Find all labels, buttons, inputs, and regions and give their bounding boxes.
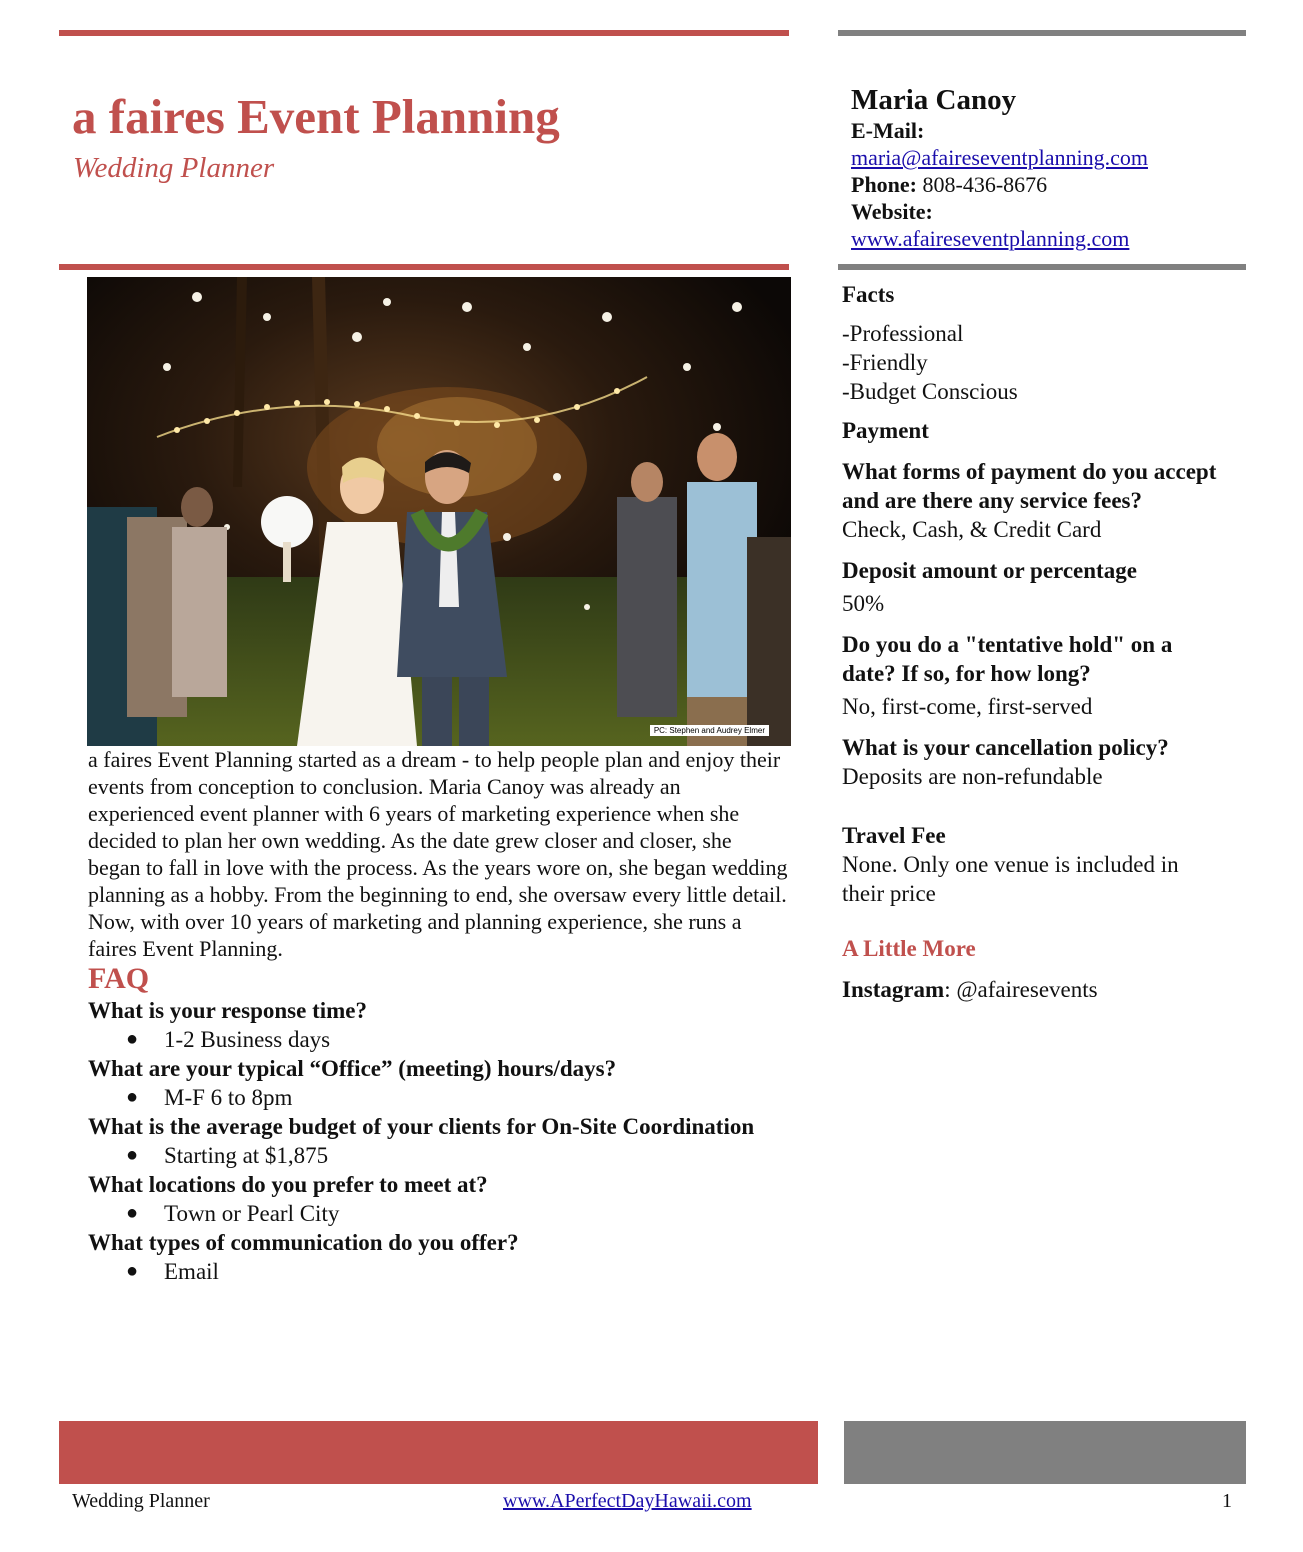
faq-question: What locations do you prefer to meet at? <box>88 1172 488 1197</box>
payment-question: What forms of payment do you accept and are there any service fees? <box>842 459 1217 513</box>
top-rule-left <box>59 30 789 36</box>
contact-name: Maria Canoy <box>851 84 1017 116</box>
email-link[interactable]: maria@afaireseventplanning.com <box>851 145 1148 170</box>
page-number: 1 <box>1222 1490 1232 1512</box>
bullet-icon: ● <box>126 1086 139 1108</box>
bullet-icon: ● <box>126 1202 139 1224</box>
instagram-line <box>842 975 1222 1004</box>
payment-question: Deposit amount or percentage <box>842 558 1137 583</box>
faq-answer: ● M-F 6 to 8pm <box>126 1085 293 1110</box>
facts-heading: Facts <box>842 282 895 307</box>
email-label: E-Mail: <box>851 118 925 143</box>
footer-bar-left <box>59 1421 818 1484</box>
payment-answer: Check, Cash, & Credit Card <box>842 517 1102 542</box>
sidebar <box>842 280 1222 1004</box>
footer-bar-right <box>844 1421 1246 1484</box>
page-subtitle: Wedding Planner <box>73 152 275 184</box>
bullet-icon: ● <box>126 1028 139 1050</box>
payment-question: Do you do a "tentative hold" on a date? If so, for how long? <box>842 632 1173 686</box>
website-label: Website: <box>851 199 933 224</box>
page-title: a faires Event Planning <box>72 89 560 144</box>
payment-answer: 50% <box>842 591 885 616</box>
faq-answer: ● Email <box>126 1259 219 1284</box>
header-rule-right <box>838 264 1246 270</box>
website-link[interactable]: www.afaireseventplanning.com <box>851 226 1130 251</box>
faq-question: What is the average budget of your clients for On-Site Coordination <box>88 1114 755 1139</box>
faq-answer: ● Town or Pearl City <box>126 1201 340 1226</box>
payment-answer: No, first-come, first-served <box>842 694 1093 719</box>
header-rule-left <box>59 264 789 270</box>
phone-value: 808-436-8676 <box>922 172 1048 197</box>
footer-label: Wedding Planner <box>72 1490 210 1512</box>
faq-question: What types of communication do you offer? <box>88 1230 519 1255</box>
travel-text: None. Only one venue is included in their price <box>842 852 1179 906</box>
faq-answer: ● 1-2 Business days <box>126 1027 331 1052</box>
more-heading: A Little More <box>842 936 976 961</box>
payment-question: What is your cancellation policy? <box>842 735 1169 760</box>
fact-item: -Budget Conscious <box>842 379 1018 404</box>
instagram-label: Instagram <box>842 977 945 1002</box>
payment-answer: Deposits are non-refundable <box>842 764 1103 789</box>
fact-item: -Friendly <box>842 350 928 375</box>
faq-answer: ● Starting at $1,875 <box>126 1143 329 1168</box>
footer-link[interactable]: www.APerfectDayHawaii.com <box>503 1490 752 1512</box>
wedding-photo <box>87 277 791 746</box>
photo-credit: PC: Stephen and Audrey Elmer <box>650 725 769 736</box>
bio-paragraph: a faires Event Planning started as a dream - to help people plan and enjoy their events from conception to conclusion. Maria Canoy was already an experienced event planner with 6 years of marketing experience when she decided to plan her own wedding. As the date grew closer and closer, she began to fall in love with the process. As the years wore on, she began wedding planning as a hobby. From the beginning to end, she oversaw every little detail. Now, with over 10 years of marketing and planning experience, she runs a faires Event Planning. <box>88 747 788 961</box>
top-rule-right <box>838 30 1246 36</box>
faq-heading: FAQ <box>88 962 150 995</box>
faq-question: What is your response time? <box>88 998 367 1023</box>
instagram-handle: : @afairesevents <box>944 977 1098 1002</box>
main-content <box>88 746 788 1286</box>
payment-heading: Payment <box>842 418 929 443</box>
bullet-icon: ● <box>126 1260 139 1282</box>
phone-label: Phone: <box>851 172 917 197</box>
bullet-icon: ● <box>126 1144 139 1166</box>
fact-item: -Professional <box>842 321 964 346</box>
contact-block <box>851 83 1241 252</box>
faq-question: What are your typical “Office” (meeting) hours/days? <box>88 1056 617 1081</box>
travel-heading: Travel Fee <box>842 823 946 848</box>
